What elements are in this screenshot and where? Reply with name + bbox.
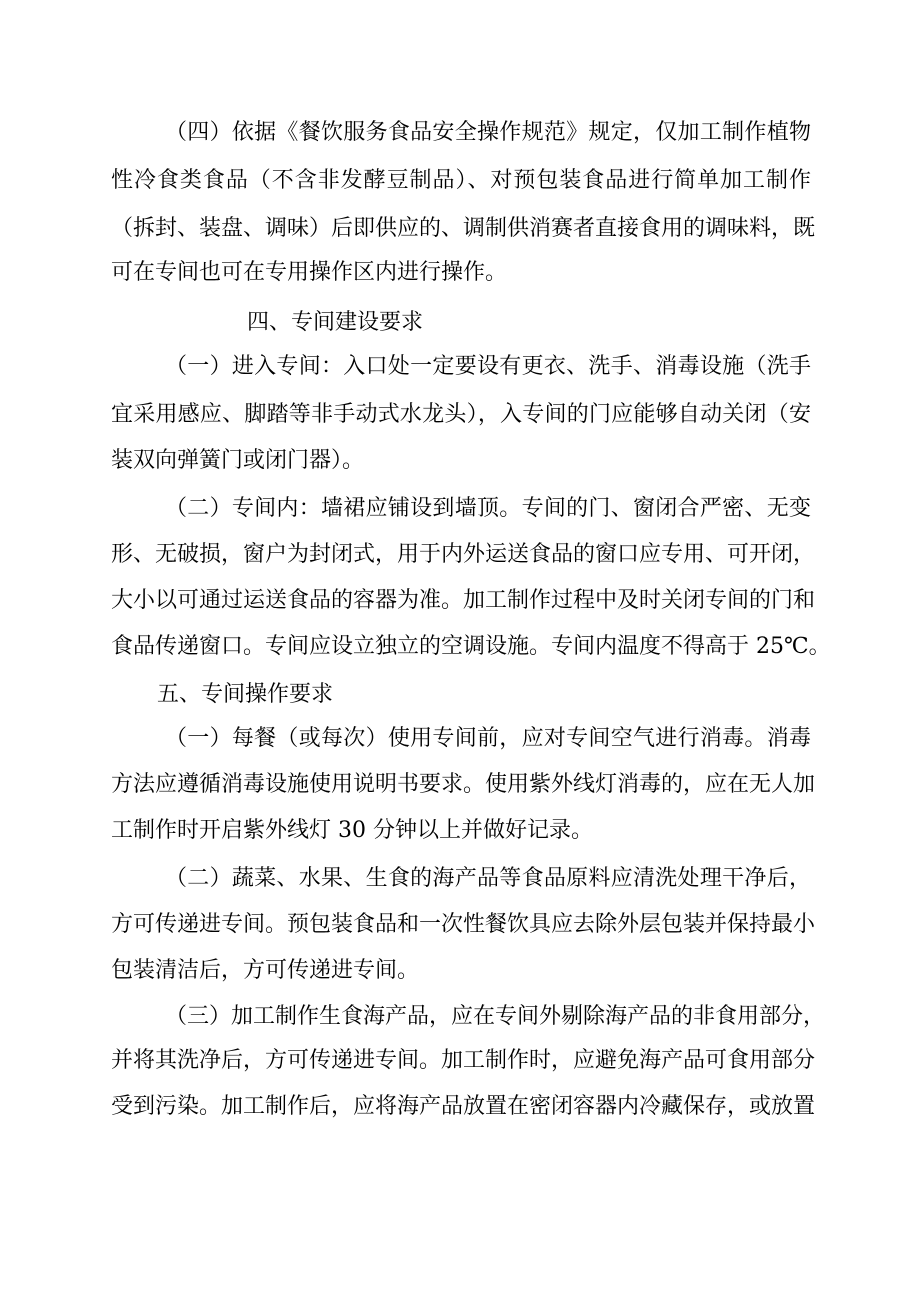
section-heading-4: 四、专间建设要求 [247, 310, 424, 335]
paragraph-line: 包装清洁后，方可传递进专间。 [111, 958, 420, 983]
paragraph-line: 装双向弹簧门或闭门器）。 [111, 448, 365, 473]
paragraph-line: 受到污染。加工制作后，应将海产品放置在密闭容器内冷藏保存，或放置 [111, 1094, 816, 1119]
section-heading-5: 五、专间操作要求 [157, 682, 334, 707]
paragraph-line: 食品传递窗口。专间应设立独立的空调设施。专间内温度不得高于 25℃。 [111, 634, 831, 659]
paragraph-line: 宜采用感应、脚踏等非手动式水龙头），入专间的门应能够自动关闭（安 [111, 402, 811, 427]
paragraph-line: 形、无破损，窗户为封闭式，用于内外运送食品的窗口应专用、可开闭， [111, 542, 816, 567]
paragraph-line: 可在专间也可在专用操作区内进行操作。 [111, 260, 508, 285]
paragraph-line: （三）加工制作生食海产品，应在专间外剔除海产品的非食用部分， [165, 1004, 826, 1029]
paragraph-line: 性冷食类食品（不含非发酵豆制品）、对预包装食品进行简单加工制作 [111, 168, 811, 193]
paragraph-line: 并将其洗净后，方可传递进专间。加工制作时，应避免海产品可食用部分 [111, 1048, 816, 1073]
paragraph-line: （一）进入专间：入口处一定要设有更衣、洗手、消毒设施（洗手 [165, 354, 811, 379]
paragraph-line: （二）蔬菜、水果、生食的海产品等食品原料应清洗处理干净后， [165, 866, 811, 891]
paragraph-line: 工制作时开启紫外线灯 30 分钟以上并做好记录。 [111, 818, 593, 843]
paragraph-line: （一）每餐（或每次）使用专间前，应对专间空气进行消毒。消毒 [165, 726, 811, 751]
paragraph-line: 大小以可通过运送食品的容器为准。加工制作过程中及时关闭专间的门和 [111, 588, 816, 613]
paragraph-line: 方法应遵循消毒设施使用说明书要求。使用紫外线灯消毒的，应在无人加 [111, 772, 816, 797]
paragraph-line: 方可传递进专间。预包装食品和一次性餐饮具应去除外层包装并保持最小 [111, 912, 816, 937]
paragraph-line: （拆封、装盘、调味）后即供应的、调制供消赛者直接食用的调味料，既 [111, 216, 816, 241]
paragraph-line: （二）专间内：墙裙应铺设到墙顶。专间的门、窗闭合严密、无变 [165, 496, 811, 521]
paragraph-line: （四）依据《餐饮服务食品安全操作规范》规定，仅加工制作植物 [165, 120, 811, 145]
